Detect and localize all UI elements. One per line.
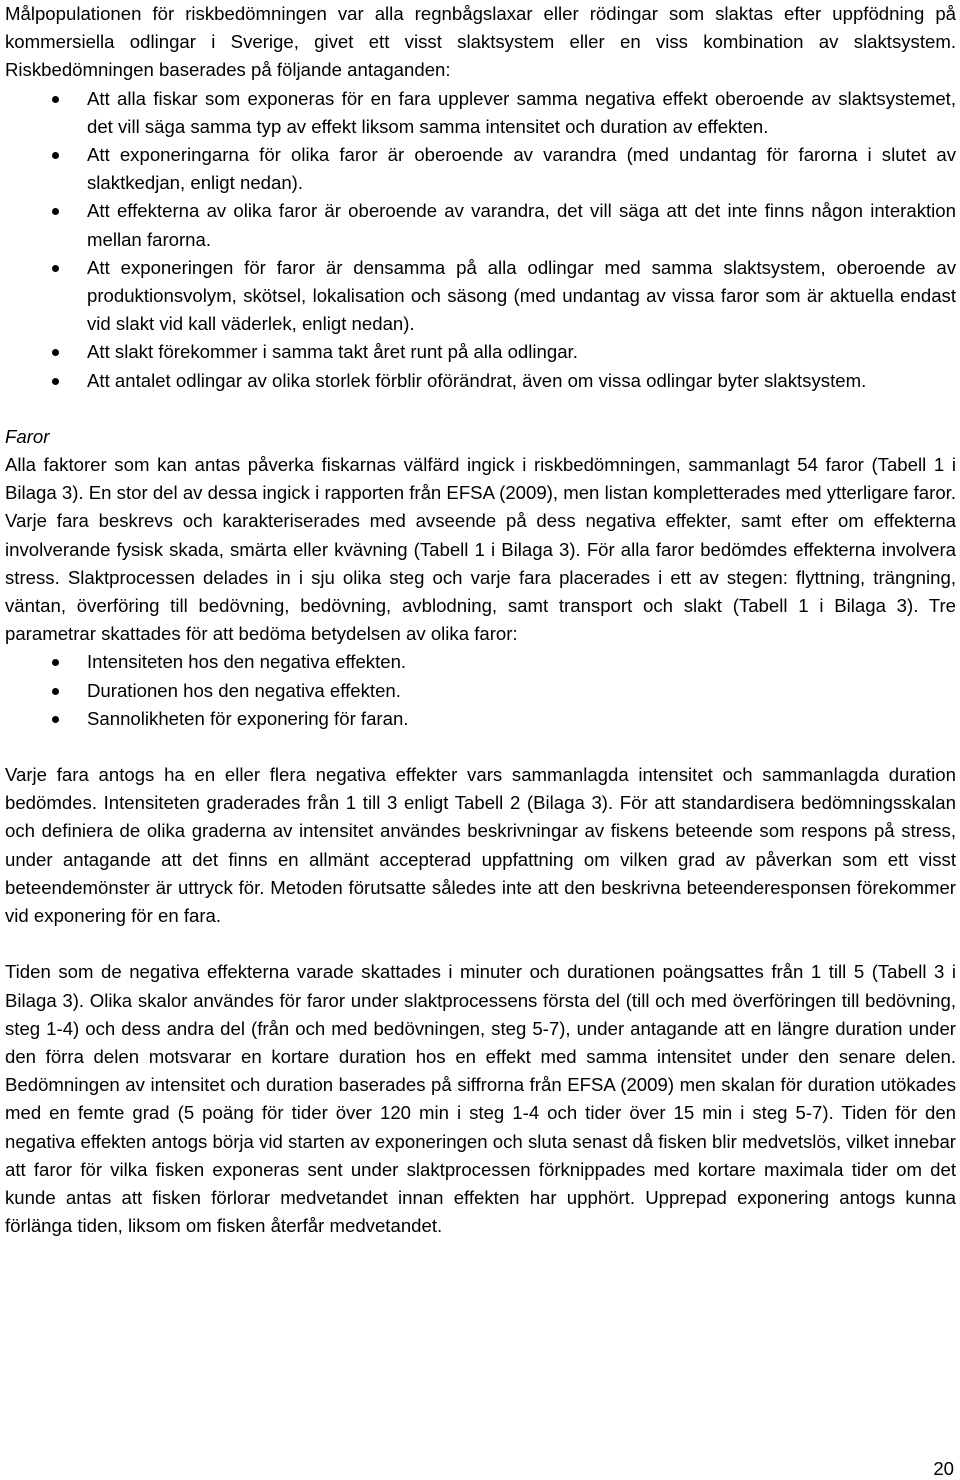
assumption-item: Att antalet odlingar av olika storlek förblir oförändrat, även om vissa odlingar byter slaktsystem. xyxy=(5,367,956,395)
section-heading-faror: Faror xyxy=(5,425,50,447)
assumption-item: Att exponeringarna för olika faror är oberoende av varandra (med undantag för farorna i slutet av slaktkedjan, enligt nedan). xyxy=(5,141,956,197)
document-page xyxy=(5,0,956,1240)
assumption-item: Att exponeringen för faror är densamma på alla odlingar med samma slaktsystem, oberoende av produktionsvolym, skötsel, lokalisation och säsong (med undantag av vissa faror som är aktuella endast vid slakt vid kall väderlek, enligt nedan). xyxy=(5,254,956,339)
faror-paragraph: Alla faktorer som kan antas påverka fiskarnas välfärd ingick i riskbedömningen, sammanlagt 54 faror (Tabell 1 i Bilaga 3). En stor del av dessa ingick i rapporten från EFSA (2009), men listan kompletterades med ytterligare faror. Varje fara beskrevs och karakteriserades med avseende på dess negativa effekter, samt efter om effekterna involverande fysisk skada, smärta eller kvävning (Tabell 1 i Bilaga 3). För alla faror bedömdes effekterna involvera stress. Slaktprocessen delades in i sju olika steg och varje fara placerades i ett av stegen: flyttning, trängning, väntan, överföring till bedövning, bedövning, avblodning, samt transport och slakt (Tabell 1 i Bilaga 3). Tre parametrar skattades för att bedöma betydelsen av olika faror: xyxy=(5,454,956,645)
assumption-item: Att slakt förekommer i samma takt året runt på alla odlingar. xyxy=(5,338,956,366)
assumption-item: Att alla fiskar som exponeras för en fara upplever samma negativa effekt oberoende av slaktsystemet, det vill säga samma typ av effekt liksom samma intensitet och duration av effekten. xyxy=(5,85,956,141)
parameter-item: Intensiteten hos den negativa effekten. xyxy=(5,648,956,676)
assumption-item: Att effekterna av olika faror är oberoende av varandra, det vill säga att det inte finns någon interaktion mellan farorna. xyxy=(5,197,956,253)
parameters-list xyxy=(5,648,956,733)
parameter-item: Sannolikheten för exponering för faran. xyxy=(5,705,956,733)
intro-paragraph: Målpopulationen för riskbedömningen var alla regnbågslaxar eller rödingar som slaktas efter uppfödning på kommersiella odlingar i Sverige, givet ett visst slaktsystem eller en viss kombination av slaktsystem. Riskbedömningen baserades på följande antaganden: xyxy=(5,3,956,81)
parameter-item: Durationen hos den negativa effekten. xyxy=(5,677,956,705)
spacer xyxy=(5,930,956,958)
spacer xyxy=(5,395,956,423)
assumptions-list xyxy=(5,85,956,395)
spacer xyxy=(5,733,956,761)
page-number: 20 xyxy=(933,1458,954,1479)
duration-paragraph: Tiden som de negativa effekterna varade skattades i minuter och durationen poängsattes från 1 till 5 (Tabell 3 i Bilaga 3). Olika skalor användes för faror under slaktprocessens första del (till och med överföringen till bedövning, steg 1-4) och dess andra del (från och med bedövningen, steg 5-7), under antagande att en längre duration under den förra delen motsvarar en kortare duration hos en effekt med samma intensitet under den senare delen. Bedömningen av intensitet och duration baserades på siffrorna från EFSA (2009) men skalan för duration utökades med en femte grad (5 poäng för tider över 120 min i steg 1-4 och tider över 15 min i steg 5-7). Tiden för den negativa effekten antogs börja vid starten av exponeringen och sluta senast då fisken blir medvetslös, vilket innebar att faror för vilka fisken exponeras sent under slaktprocessen förknippades med kortare maximala tider om det kunde antas att fisken förlorar medvetandet innan effekten har upphört. Upprepad exponering antogs kunna förlänga tiden, liksom om fisken återfår medvetandet. xyxy=(5,961,956,1237)
intensity-paragraph: Varje fara antogs ha en eller flera negativa effekter vars sammanlagda intensitet och sammanlagda duration bedömdes. Intensiteten graderades från 1 till 3 enligt Tabell 2 (Bilaga 3). För att standardisera bedömningsskalan och definiera de olika graderna av intensitet användes beskrivningar av fiskens beteende som respons på stress, under antagande att det finns en allmänt accepterad uppfattning om vilken grad av påverkan som ett visst beteendemönster är uttryck för. Metoden förutsatte således inte att den beskrivna beteenderesponsen förekommer vid exponering för en fara. xyxy=(5,764,956,927)
